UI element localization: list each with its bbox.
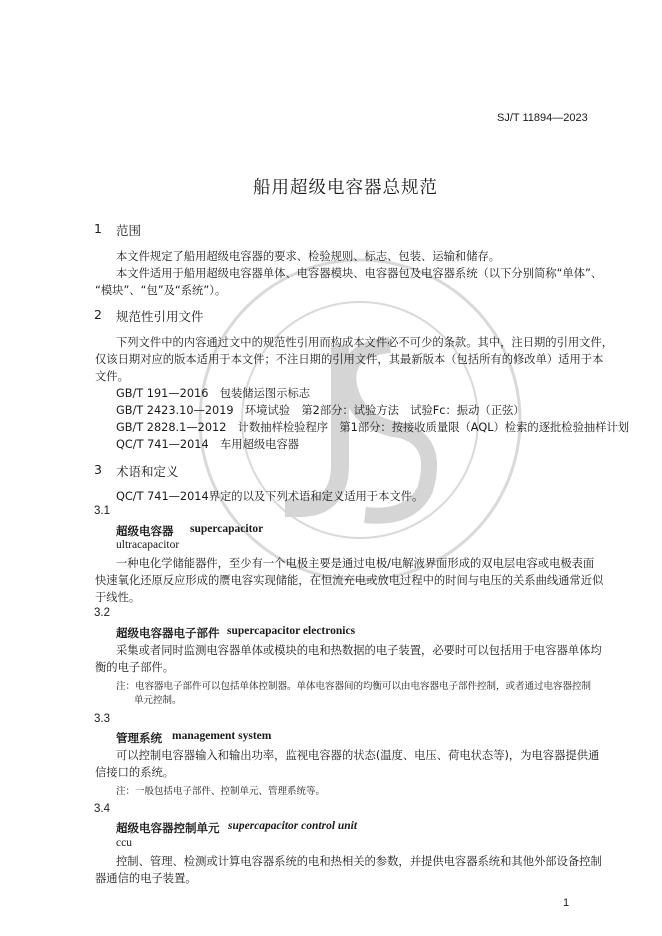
document-title: 船用超级电容器总规范 <box>253 178 438 198</box>
section-1-heading: 范围 <box>116 223 142 238</box>
term-3-3-def-line-2: 信接口的系统。 <box>95 766 175 779</box>
term-3-2-def-line-1: 采集或者同时监测电容器单体或模块的电和热数据的电子装置，必要时可以包括用于电容器单体均 <box>116 644 602 657</box>
section-2-number: 2 <box>94 307 102 322</box>
reference-item: QC/T 741—2014 车用超级电容器 <box>116 438 300 451</box>
term-3-3-note: 注：一般包括电子部件、控制单元、管理系统等。 <box>116 786 326 797</box>
term-3-4-number: 3.4 <box>94 803 110 815</box>
term-3-1-def-line-2: 快速氧化还原反应形成的赝电容实现储能，在恒流充电或放电过程中的时间与电压的关系曲线通常近似 <box>95 574 604 587</box>
section-3-intro: QC/T 741—2014界定的以及下列术语和定义适用于本文件。 <box>116 490 424 503</box>
term-3-1-alt: ultracapacitor <box>116 539 180 551</box>
reference-item: GB/T 191—2016 包装储运图示标志 <box>116 387 311 400</box>
section-2-intro-line-1: 下列文件中的内容通过文中的规范性引用而构成本文件必不可少的条款。其中，注日期的引用文件， <box>116 336 614 349</box>
reference-item: GB/T 2828.1—2012 计数抽样检验程序 第1部分：按接收质量限（AQL）检索的逐批检验抽样计划 <box>116 421 630 434</box>
term-3-4-def-line-2: 器通信的电子装置。 <box>95 872 197 885</box>
term-3-1-en: supercapacitor <box>190 523 264 535</box>
term-3-1-number: 3.1 <box>94 505 110 517</box>
page-number: 1 <box>563 897 570 909</box>
section-1-para-1: 本文件规定了船用超级电容器的要求、检验规则、标志、包装、运输和储存。 <box>116 250 501 263</box>
term-3-2-number: 3.2 <box>94 607 110 619</box>
term-3-1-def-line-1: 一种电化学储能器件，至少有一个电极主要是通过电极/电解液界面形成的双电层电容或电极表面 <box>116 557 595 570</box>
section-1-para-2-line-2: “模块”、“包”及“系统”）。 <box>95 284 227 297</box>
document-number: SJ/T 11894—2023 <box>497 112 588 124</box>
section-3-heading: 术语和定义 <box>116 464 179 479</box>
section-2-heading: 规范性引用文件 <box>116 309 204 324</box>
term-3-2-note-line-1: 注：电容器电子部件可以包括单体控制器。单体电容器间的均衡可以由电容器电子部件控制，或者通过电容器控制 <box>116 681 592 692</box>
term-3-2-en: supercapacitor electronics <box>227 625 356 637</box>
term-3-1-zh: 超级电容器 <box>116 524 174 538</box>
term-3-3-def-line-1: 可以控制电容器输入和输出功率，监视电容器的状态(温度、电压、荷电状态等)，为电容器提供通 <box>116 749 600 762</box>
term-3-4-en: supercapacitor control unit <box>228 820 358 832</box>
section-1-para-2-line-1: 本文件适用于船用超级电容器单体、电容器模块、电容器包及电容器系统（以下分别简称“单体”、 <box>116 267 603 280</box>
term-3-3-zh: 管理系统 <box>116 731 162 745</box>
section-1-number: 1 <box>94 221 102 236</box>
term-3-4-abbr: ccu <box>116 837 132 849</box>
term-3-4-def-line-1: 控制、管理、检测或计算电容器系统的电和热相关的参数，并提供电容器系统和其他外部设备控制 <box>116 855 602 868</box>
term-3-4-zh: 超级电容器控制单元 <box>116 821 220 835</box>
section-2-intro-line-2: 仅该日期对应的版本适用于本文件；不注日期的引用文件，其最新版本（包括所有的修改单）适用于本 <box>95 353 604 366</box>
term-3-3-en: management system <box>172 730 272 742</box>
term-3-1-def-line-3: 于线性。 <box>95 591 141 604</box>
section-3-number: 3 <box>94 462 102 477</box>
term-3-2-zh: 超级电容器电子部件 <box>116 626 220 640</box>
term-3-2-def-line-2: 衡的电子部件。 <box>95 661 175 674</box>
term-3-2-note-line-2: 单元控制。 <box>134 695 182 706</box>
reference-item: GB/T 2423.10—2019 环境试验 第2部分：试验方法 试验Fc：振动（正弦） <box>116 404 525 417</box>
section-2-intro-line-3: 文件。 <box>95 370 129 383</box>
term-3-3-number: 3.3 <box>94 713 110 725</box>
